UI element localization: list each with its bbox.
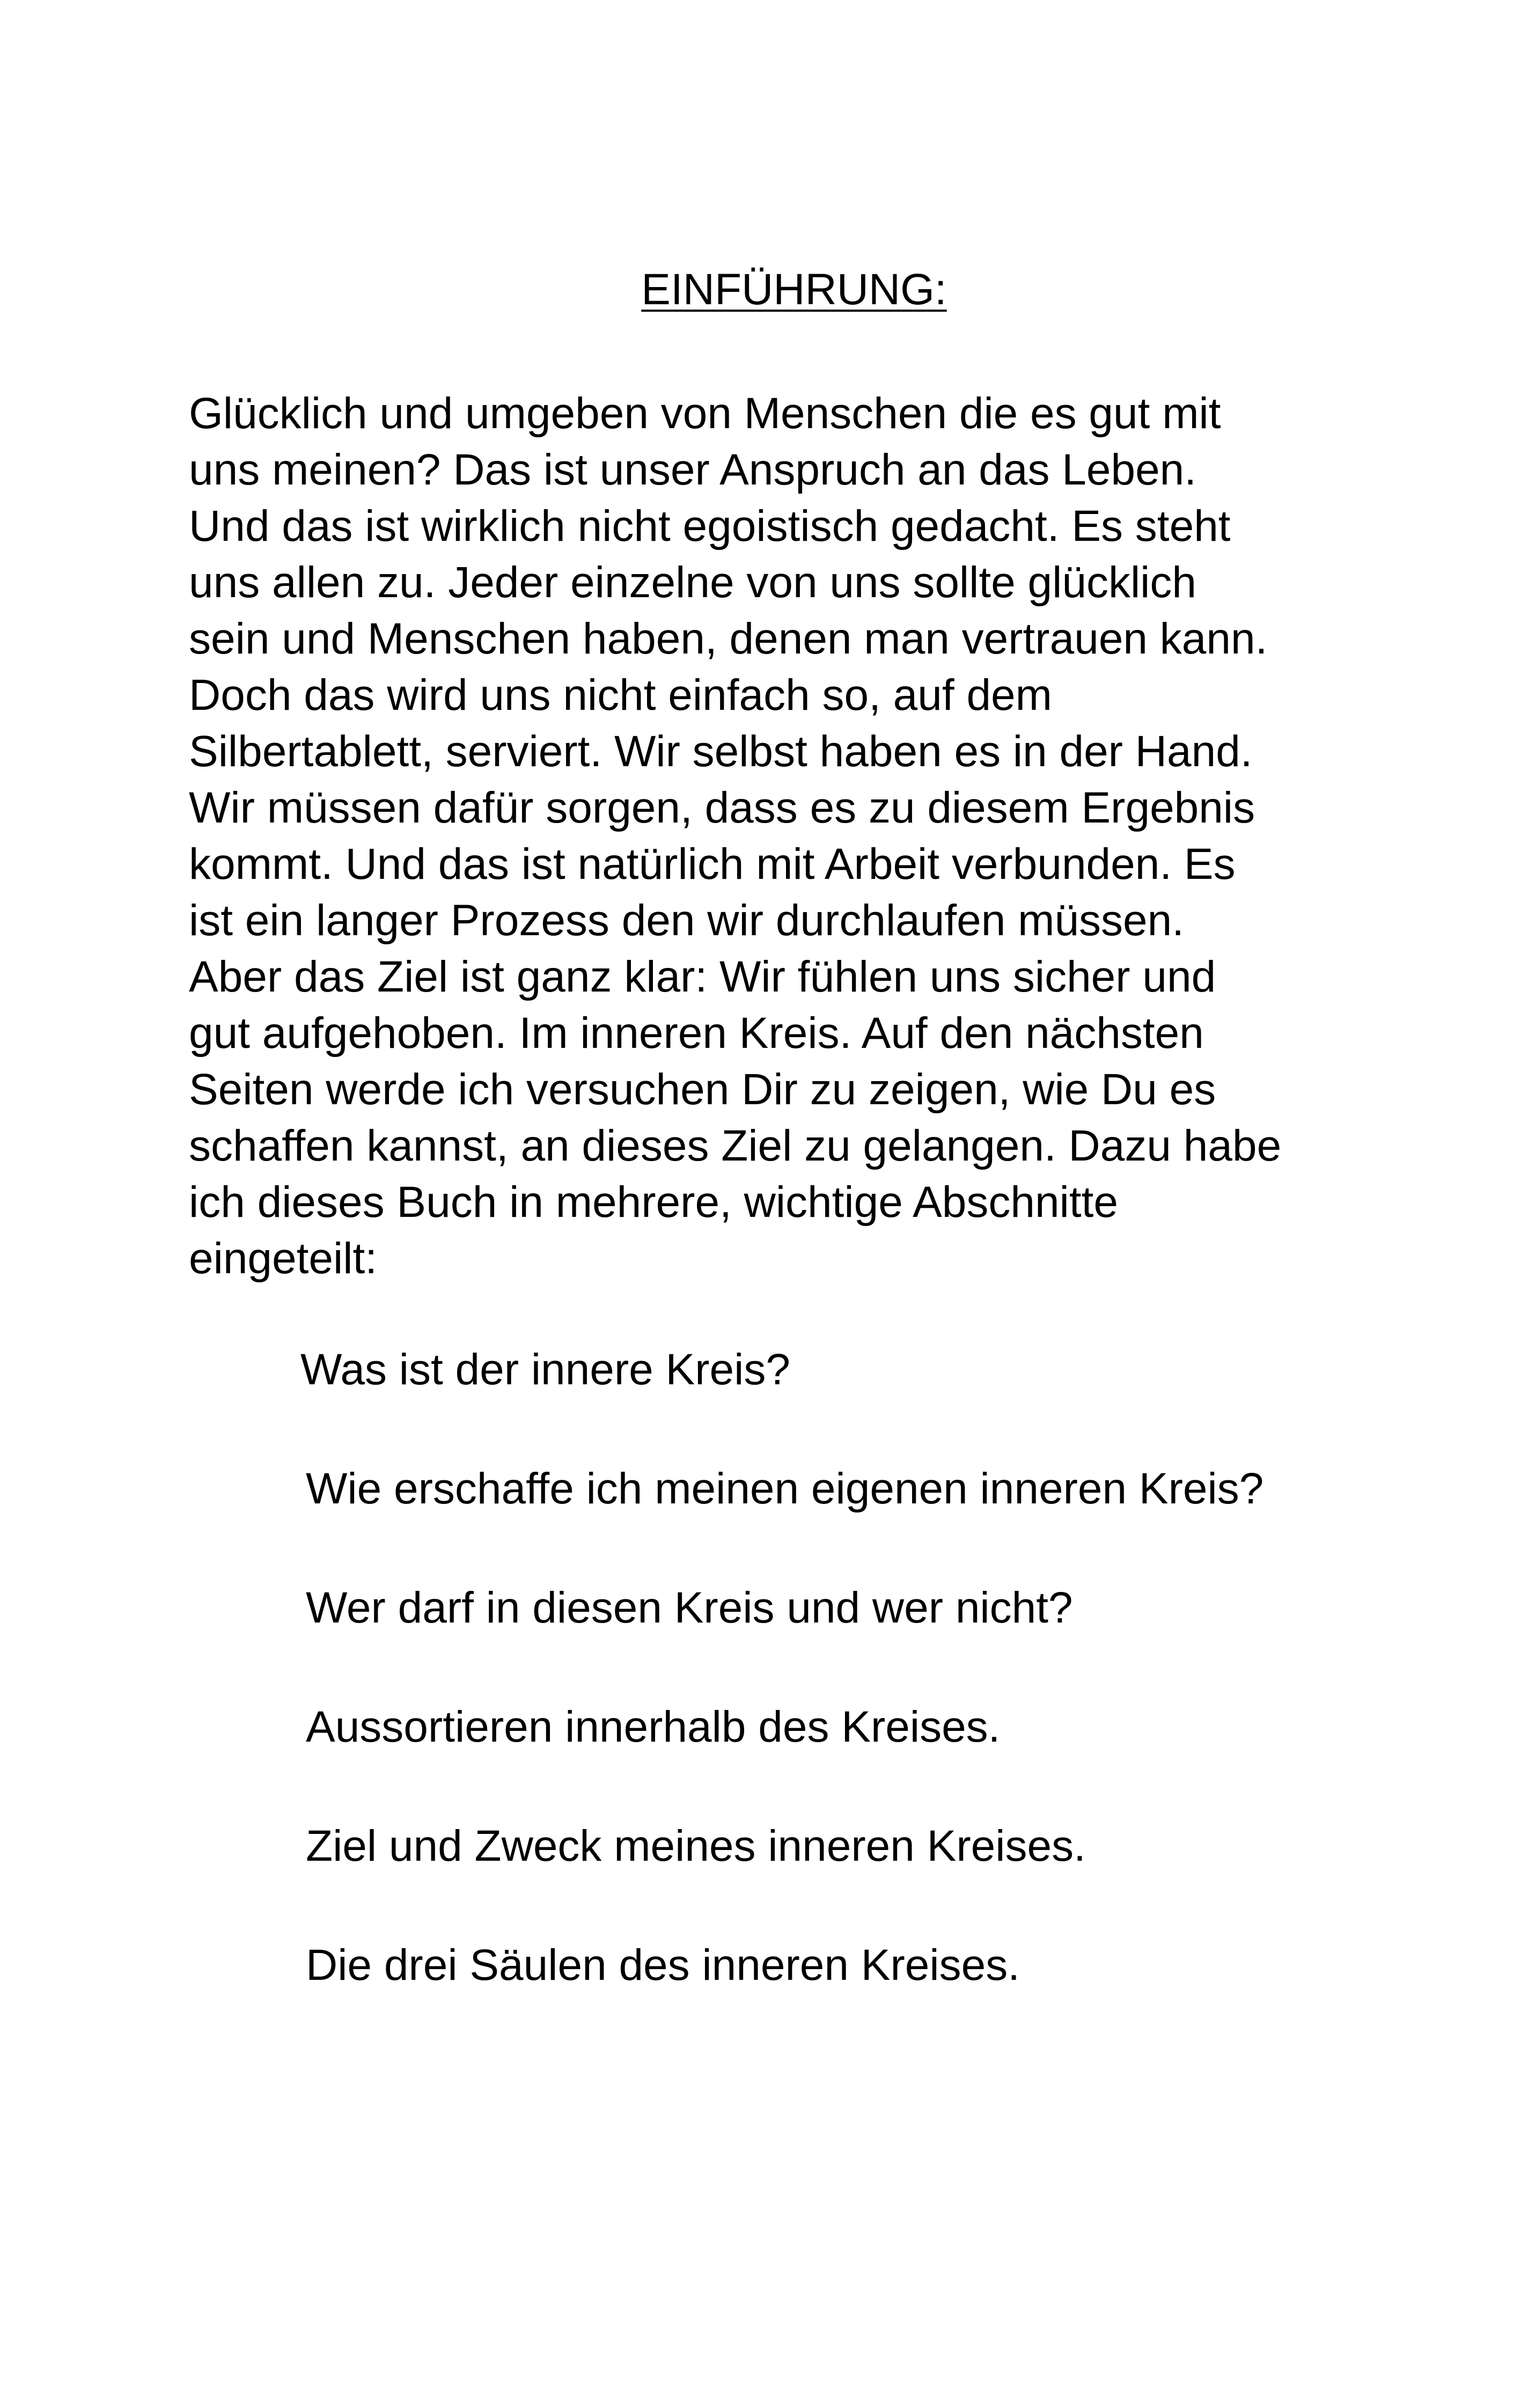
paragraph-line: kommt. Und das ist natürlich mit Arbeit verbunden. Es: [189, 840, 1236, 889]
paragraph-line: Wir müssen dafür sorgen, dass es zu diesem Ergebnis: [189, 783, 1255, 832]
paragraph-line: sein und Menschen haben, denen man vertrauen kann.: [189, 614, 1268, 663]
paragraph-line: Glücklich und umgeben von Menschen die es gut mit: [189, 389, 1221, 438]
paragraph-line: Aber das Ziel ist ganz klar: Wir fühlen uns sicher und: [189, 952, 1216, 1001]
paragraph-line: eingeteilt:: [189, 1234, 378, 1283]
topic-item: Die drei Säulen des inneren Kreises.: [306, 1941, 1020, 1989]
topic-item: Wer darf in diesen Kreis und wer nicht?: [306, 1583, 1073, 1632]
paragraph-line: ich dieses Buch in mehrere, wichtige Abschnitte: [189, 1178, 1119, 1227]
paragraph-line: Und das ist wirklich nicht egoistisch gedacht. Es steht: [189, 502, 1231, 550]
paragraph-line: uns meinen? Das ist unser Anspruch an das Leben.: [189, 445, 1197, 494]
paragraph-line: Doch das wird uns nicht einfach so, auf dem: [189, 671, 1052, 720]
topic-item: Wie erschaffe ich meinen eigenen inneren Kreis?: [306, 1464, 1264, 1513]
intro-paragraph: [189, 385, 1281, 1287]
paragraph-line: schaffen kannst, an dieses Ziel zu gelangen. Dazu habe: [189, 1121, 1282, 1170]
topic-item: Ziel und Zweck meines inneren Kreises.: [306, 1822, 1086, 1870]
paragraph-line: ist ein langer Prozess den wir durchlaufen müssen.: [189, 896, 1185, 945]
topic-item: Was ist der innere Kreis?: [300, 1345, 790, 1394]
paragraph-line: Seiten werde ich versuchen Dir zu zeigen, wie Du es: [189, 1065, 1216, 1114]
paragraph-line: gut aufgehoben. Im inneren Kreis. Auf den nächsten: [189, 1009, 1204, 1058]
paragraph-line: uns allen zu. Jeder einzelne von uns sollte glücklich: [189, 558, 1196, 607]
paragraph-line: Silbertablett, serviert. Wir selbst haben es in der Hand.: [189, 727, 1253, 776]
topic-item: Aussortieren innerhalb des Kreises.: [306, 1702, 1001, 1751]
page-heading: EINFÜHRUNG:: [641, 265, 947, 314]
